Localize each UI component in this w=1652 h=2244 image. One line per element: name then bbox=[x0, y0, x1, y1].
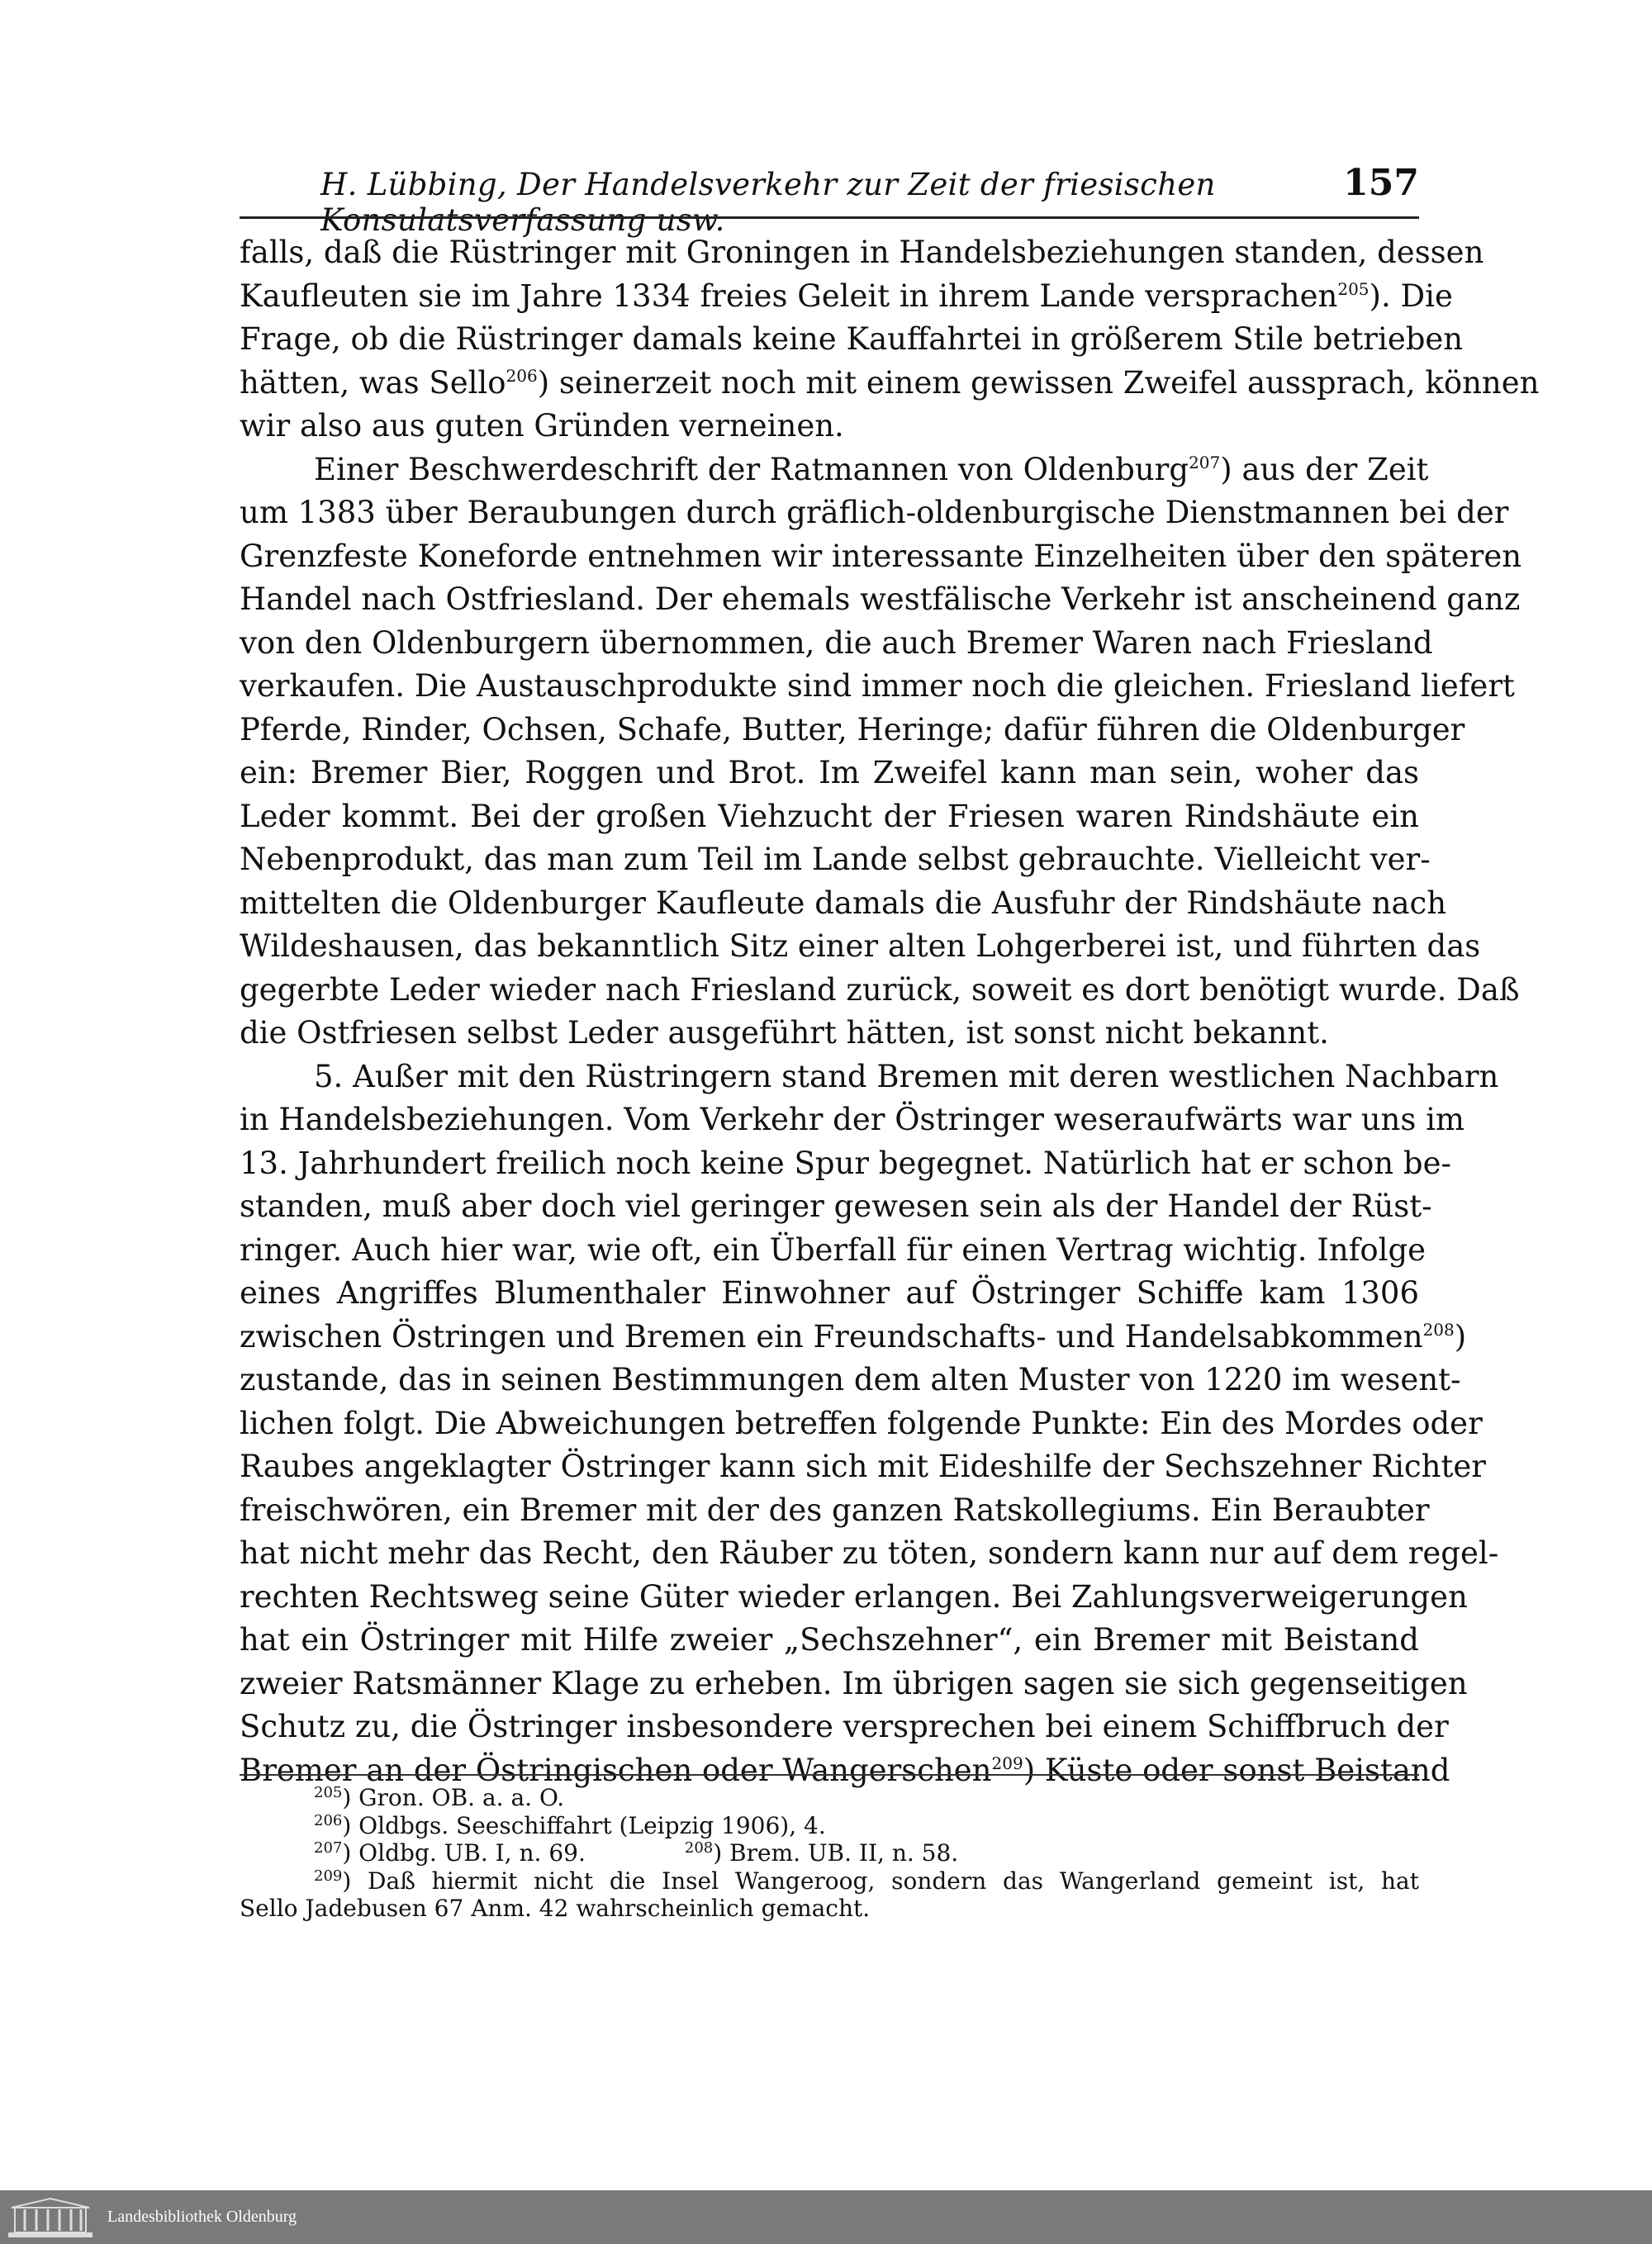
line-text: von den Oldenburgern übernommen, die auch Bremer Waren nach Friesland bbox=[240, 624, 1433, 661]
text-line bbox=[240, 969, 1520, 1013]
line-text: lichen folgt. Die Abweichungen betreffen folgende Punkte: Ein des Mordes oder bbox=[240, 1405, 1483, 1441]
footnote-text: ) Oldbgs. Seeschiffahrt (Leipzig 1906), 4. bbox=[342, 1811, 826, 1839]
library-name: Landesbibliothek Oldenburg bbox=[107, 2208, 297, 2226]
text-line bbox=[240, 231, 1484, 275]
line-text: hätten, was Sello bbox=[240, 364, 506, 401]
line-text: die Ostfriesen selbst Leder ausgeführt hätten, ist sonst nicht bekannt. bbox=[240, 1015, 1329, 1051]
footnotes bbox=[240, 1784, 1419, 1923]
text-line bbox=[240, 318, 1464, 362]
line-text: zwischen Östringen und Bremen ein Freundschafts- und Handelsabkommen bbox=[240, 1318, 1423, 1354]
line-text: Frage, ob die Rüstringer damals keine Kauffahrtei in größerem Stile betrieben bbox=[240, 321, 1464, 357]
line-text: falls, daß die Rüstringer mit Groningen in Handelsbeziehungen standen, dessen bbox=[240, 235, 1484, 270]
text-line bbox=[240, 1056, 1499, 1099]
text-line bbox=[240, 665, 1515, 709]
running-header bbox=[320, 162, 1419, 238]
line-text: Wildeshausen, das bekanntlich Sitz einer alten Lohgerberei ist, und führten das bbox=[240, 928, 1481, 964]
line-text: ) bbox=[1454, 1318, 1467, 1354]
text-line bbox=[240, 1445, 1486, 1489]
text-line bbox=[240, 491, 1509, 535]
text-line bbox=[240, 1619, 1419, 1663]
footnote-number: 209 bbox=[314, 1867, 343, 1885]
text-line bbox=[240, 752, 1419, 795]
text-line bbox=[240, 1142, 1451, 1186]
footnote-reference: 209 bbox=[991, 1753, 1023, 1773]
footnote-text: ) Brem. UB. II, n. 58. bbox=[713, 1839, 959, 1867]
text-line bbox=[240, 405, 1419, 448]
text-line bbox=[240, 448, 1429, 492]
line-text: ) Küste oder sonst Beistand bbox=[1023, 1752, 1450, 1788]
line-text: hat ein Östringer mit Hilfe zweier „Sechszehner“, ein Bremer mit Beistand bbox=[240, 1622, 1419, 1658]
text-line bbox=[240, 362, 1540, 406]
line-text: freischwören, ein Bremer mit der des ganzen Ratskollegiums. Ein Beraubter bbox=[240, 1492, 1430, 1528]
line-text: Raubes angeklagter Östringer kann sich mit Eideshilfe der Sechszehner Richter bbox=[240, 1449, 1486, 1484]
line-text: Handel nach Ostfriesland. Der ehemals westfälische Verkehr ist anscheinend ganz bbox=[240, 581, 1521, 617]
line-text: verkaufen. Die Austauschprodukte sind immer noch die gleichen. Friesland liefert bbox=[240, 668, 1515, 704]
line-text: wir also aus guten Gründen verneinen. bbox=[240, 408, 844, 444]
text-line bbox=[240, 622, 1433, 666]
footnote-205 bbox=[240, 1784, 1419, 1812]
line-text: Einer Beschwerdeschrift der Ratmannen von Oldenburg bbox=[314, 451, 1189, 487]
line-text: mittelten die Oldenburger Kaufleute damals die Ausfuhr der Rindshäute nach bbox=[240, 885, 1447, 921]
text-line bbox=[240, 1359, 1461, 1402]
text-line bbox=[240, 275, 1453, 319]
footnote-209-continued bbox=[240, 1895, 1419, 1923]
library-building-icon bbox=[5, 2196, 96, 2239]
text-line bbox=[240, 925, 1481, 969]
line-text: rechten Rechtsweg seine Güter wieder erlangen. Bei Zahlungsverweigerungen bbox=[240, 1578, 1468, 1615]
line-text: Leder kommt. Bei der großen Viehzucht der Friesen waren Rindshäute ein bbox=[240, 798, 1419, 834]
text-line bbox=[240, 1098, 1465, 1142]
footnote-209 bbox=[240, 1867, 1419, 1895]
line-text: eines Angriffes Blumenthaler Einwohner auf Östringer Schiffe kam 1306 bbox=[240, 1275, 1419, 1311]
footnote-number: 208 bbox=[684, 1839, 714, 1857]
line-text: ) aus der Zeit bbox=[1220, 451, 1429, 487]
footnote-reference: 208 bbox=[1422, 1319, 1455, 1340]
line-text: um 1383 über Beraubungen durch gräflich-oldenburgische Dienstmannen bei der bbox=[240, 495, 1509, 530]
line-text: Kaufleuten sie im Jahre 1334 freies Geleit in ihrem Lande versprachen bbox=[240, 278, 1338, 314]
line-text: zweier Ratsmänner Klage zu erheben. Im übrigen sagen sie sich gegenseitigen bbox=[240, 1665, 1468, 1701]
line-text: Pferde, Rinder, Ochsen, Schafe, Butter, Heringe; dafür führen die Oldenburger bbox=[240, 711, 1465, 747]
line-text: zustande, das in seinen Bestimmungen dem alten Muster von 1220 im wesent- bbox=[240, 1362, 1461, 1397]
text-line bbox=[240, 1706, 1449, 1749]
text-line bbox=[240, 1316, 1467, 1359]
text-line bbox=[240, 1663, 1468, 1706]
text-line bbox=[240, 1532, 1499, 1576]
text-line bbox=[240, 1185, 1432, 1229]
footnote-text: ) Daß hiermit nicht die Insel Wangeroog, sondern das Wangerland gemeint ist, hat bbox=[342, 1867, 1419, 1895]
text-line bbox=[240, 709, 1465, 752]
text-line bbox=[240, 882, 1447, 926]
footnote-number: 207 bbox=[314, 1839, 343, 1857]
footnote-rule bbox=[240, 1774, 1419, 1776]
line-text: Grenzfeste Koneforde entnehmen wir interessante Einzelheiten über den späteren bbox=[240, 538, 1522, 574]
line-text: Schutz zu, die Östringer insbesondere versprechen bei einem Schiffbruch der bbox=[240, 1709, 1449, 1744]
footnote-206 bbox=[240, 1812, 1419, 1840]
footnote-text: ) Gron. OB. a. a. O. bbox=[342, 1784, 565, 1811]
line-text: ringer. Auch hier war, wie oft, ein Überfall für einen Vertrag wichtig. Infolge bbox=[240, 1231, 1427, 1268]
library-footer-bar bbox=[0, 2190, 1652, 2244]
line-text: in Handelsbeziehungen. Vom Verkehr der Östringer weseraufwärts war uns im bbox=[240, 1102, 1465, 1137]
line-text: ). Die bbox=[1369, 278, 1453, 314]
text-line bbox=[240, 1229, 1427, 1273]
footnote-number: 206 bbox=[314, 1811, 343, 1829]
text-line bbox=[240, 1489, 1430, 1533]
line-text: ) seinerzeit noch mit einem gewissen Zweifel aussprach, können bbox=[537, 364, 1540, 401]
text-line bbox=[240, 838, 1431, 882]
line-text: hat nicht mehr das Recht, den Räuber zu töten, sondern kann nur auf dem regel- bbox=[240, 1535, 1499, 1571]
footnote-207-208 bbox=[240, 1839, 1419, 1867]
text-line bbox=[240, 1012, 1419, 1056]
text-line bbox=[240, 795, 1419, 839]
header-rule bbox=[240, 216, 1419, 219]
text-line bbox=[240, 535, 1522, 579]
body-text bbox=[240, 231, 1540, 1792]
line-text: 5. Außer mit den Rüstringern stand Bremen mit deren westlichen Nachbarn bbox=[314, 1058, 1499, 1094]
footnote-text: Sello Jadebusen 67 Anm. 42 wahrscheinlich gemacht. bbox=[240, 1895, 871, 1922]
line-text: gegerbte Leder wieder nach Friesland zurück, soweit es dort benötigt wurde. Daß bbox=[240, 971, 1520, 1008]
line-text: standen, muß aber doch viel geringer gewesen sein als der Handel der Rüst- bbox=[240, 1188, 1432, 1224]
text-line bbox=[240, 1402, 1483, 1446]
line-text: ein: Bremer Bier, Roggen und Brot. Im Zweifel kann man sein, woher das bbox=[240, 755, 1419, 790]
footnote-text: ) Oldbg. UB. I, n. 69. bbox=[342, 1839, 586, 1867]
running-title: H. Lübbing, Der Handelsverkehr zur Zeit der friesischen Konsulatsverfassung usw. bbox=[320, 167, 1216, 238]
footnote-reference: 206 bbox=[506, 365, 538, 386]
line-text: Bremer an der Östringischen oder Wangerschen bbox=[240, 1752, 992, 1788]
page-number: 157 bbox=[1343, 162, 1419, 204]
line-text: Nebenprodukt, das man zum Teil im Lande selbst gebrauchte. Vielleicht ver- bbox=[240, 842, 1431, 877]
footnote-reference: 207 bbox=[1189, 452, 1221, 472]
text-line bbox=[240, 578, 1521, 622]
text-line bbox=[240, 1272, 1419, 1316]
footnote-reference: 205 bbox=[1337, 278, 1370, 299]
line-text: 13. Jahrhundert freilich noch keine Spur begegnet. Natürlich hat er schon be- bbox=[240, 1145, 1451, 1181]
footnote-number: 205 bbox=[314, 1784, 343, 1801]
text-line bbox=[240, 1576, 1468, 1620]
